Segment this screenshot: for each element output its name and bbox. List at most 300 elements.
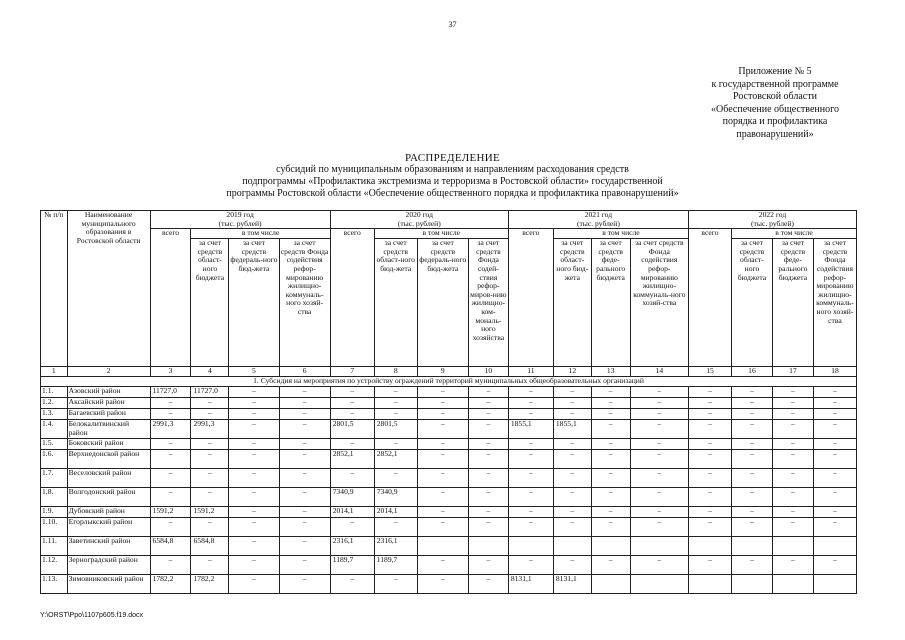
- municipality-name: Волгодонский район: [67, 488, 150, 507]
- table-cell: –: [813, 409, 856, 420]
- appendix-line: к государственной программе: [711, 78, 839, 90]
- table-cell: 2014,1: [374, 507, 417, 518]
- table-cell: [508, 537, 553, 556]
- column-number: 2: [67, 367, 150, 377]
- table-cell: –: [279, 420, 330, 439]
- table-cell: –: [772, 398, 813, 409]
- table-cell: 11727,0: [150, 387, 191, 398]
- table-cell: 1591,2: [191, 507, 229, 518]
- municipality-name: Зерноградский район: [67, 556, 150, 575]
- table-cell: –: [630, 469, 688, 488]
- table-cell: –: [330, 387, 374, 398]
- table-cell: –: [279, 575, 330, 594]
- table-cell: 1189,7: [330, 556, 374, 575]
- table-cell: [553, 537, 591, 556]
- table-cell: –: [688, 488, 731, 507]
- table-cell: 1855,1: [553, 420, 591, 439]
- table-cell: –: [813, 450, 856, 469]
- table-cell: –: [330, 409, 374, 420]
- row-number: 1.2.: [41, 398, 68, 409]
- table-cell: –: [772, 387, 813, 398]
- table-cell: –: [813, 518, 856, 537]
- header-total: всего: [150, 229, 191, 367]
- table-cell: –: [591, 387, 630, 398]
- table-row: [41, 575, 857, 594]
- row-number: 1.8.: [41, 488, 68, 507]
- table-cell: [688, 537, 731, 556]
- column-number: 3: [150, 367, 191, 377]
- table-cell: –: [191, 409, 229, 420]
- table-cell: 7340,9: [330, 488, 374, 507]
- appendix-line: порядка и профилактика: [722, 116, 828, 127]
- title-heading: РАСПРЕДЕЛЕНИЕ: [405, 152, 500, 164]
- table-cell: –: [508, 398, 553, 409]
- row-number: 1.9.: [41, 507, 68, 518]
- table-cell: [731, 575, 772, 594]
- table-cell: –: [150, 409, 191, 420]
- column-number: 1: [41, 367, 68, 377]
- section-heading: 1. Субсидия на мероприятия по устройству ограждений территорий муниципальных общеобразовательных организаций: [41, 377, 857, 387]
- table-cell: –: [772, 507, 813, 518]
- table-cell: –: [508, 439, 553, 450]
- table-cell: –: [772, 556, 813, 575]
- table-cell: –: [508, 469, 553, 488]
- table-cell: –: [330, 518, 374, 537]
- table-cell: –: [630, 556, 688, 575]
- table-row: [41, 387, 857, 398]
- table-cell: –: [813, 556, 856, 575]
- table-cell: –: [279, 518, 330, 537]
- row-number: 1.13.: [41, 575, 68, 594]
- table-cell: 2801,5: [374, 420, 417, 439]
- table-cell: –: [229, 450, 279, 469]
- table-cell: –: [553, 488, 591, 507]
- table-cell: [772, 537, 813, 556]
- file-path-footer: Y:\ORST\Ppo\1107p605.f19.docx: [40, 612, 143, 619]
- header-regional-budget: за счет средств област-ного бюджета: [191, 239, 229, 367]
- table-cell: –: [688, 450, 731, 469]
- table-cell: –: [417, 398, 468, 409]
- column-number: 9: [417, 367, 468, 377]
- table-cell: –: [468, 507, 508, 518]
- table-cell: 1855,1: [508, 420, 553, 439]
- table-cell: –: [553, 556, 591, 575]
- table-cell: –: [630, 439, 688, 450]
- header-num: № п/п: [41, 211, 68, 367]
- title-line: программы Ростовской области «Обеспечение общественного порядка и профилактика правонарушений»: [226, 188, 679, 199]
- table-cell: –: [630, 507, 688, 518]
- table-cell: –: [688, 518, 731, 537]
- table-cell: –: [591, 398, 630, 409]
- municipality-name: Багаевский район: [67, 409, 150, 420]
- header-housing-fund: за счет средств Фонда содействия рефор-мированию жилищно-коммуналь-ного хозяй-ства: [279, 239, 330, 367]
- table-cell: [731, 537, 772, 556]
- table-cell: –: [591, 420, 630, 439]
- header-regional-budget: за счет средств област-ного бюджета: [731, 239, 772, 367]
- table-row: [41, 469, 857, 488]
- table-cell: –: [553, 469, 591, 488]
- table-cell: [813, 575, 856, 594]
- table-cell: –: [731, 518, 772, 537]
- table-cell: –: [279, 439, 330, 450]
- table-row: [41, 398, 857, 409]
- appendix-header: [690, 66, 860, 141]
- header-total: всего: [330, 229, 374, 367]
- table-cell: –: [150, 398, 191, 409]
- table-cell: –: [731, 409, 772, 420]
- column-number: 15: [688, 367, 731, 377]
- row-number: 1.10.: [41, 518, 68, 537]
- table-cell: –: [417, 518, 468, 537]
- table-cell: –: [468, 518, 508, 537]
- table-cell: –: [330, 575, 374, 594]
- table-cell: –: [731, 398, 772, 409]
- table-cell: –: [813, 420, 856, 439]
- header-regional-budget: за счет средств област-ного бюд-жета: [553, 239, 591, 367]
- table-cell: –: [688, 469, 731, 488]
- table-cell: –: [330, 398, 374, 409]
- table-cell: –: [229, 439, 279, 450]
- table-cell: –: [417, 488, 468, 507]
- document-title: [120, 152, 785, 200]
- table-cell: –: [591, 518, 630, 537]
- table-cell: –: [279, 450, 330, 469]
- municipality-name: Егорлыкский район: [67, 518, 150, 537]
- table-cell: –: [731, 420, 772, 439]
- table-row: [41, 556, 857, 575]
- table-cell: –: [508, 409, 553, 420]
- table-cell: –: [417, 556, 468, 575]
- table-cell: –: [731, 387, 772, 398]
- table-cell: –: [229, 507, 279, 518]
- table-row: [41, 409, 857, 420]
- table-cell: –: [150, 518, 191, 537]
- table-cell: –: [630, 450, 688, 469]
- municipality-name: Дубовский район: [67, 507, 150, 518]
- table-cell: [417, 537, 468, 556]
- table-cell: –: [772, 450, 813, 469]
- table-cell: –: [229, 537, 279, 556]
- table-cell: –: [688, 409, 731, 420]
- table-cell: –: [630, 420, 688, 439]
- table-cell: –: [630, 398, 688, 409]
- table-cell: 2316,1: [374, 537, 417, 556]
- table-cell: 2991,3: [150, 420, 191, 439]
- table-cell: –: [630, 488, 688, 507]
- header-federal-budget: за счет средств феде-рального бюджета: [772, 239, 813, 367]
- table-cell: 2801,5: [330, 420, 374, 439]
- header-housing-fund: за счет средств Фонда содействия рефор-мированию жилищно-коммуналь-ного хозяй-ства: [813, 239, 856, 367]
- column-number: 7: [330, 367, 374, 377]
- table-cell: –: [279, 507, 330, 518]
- table-cell: –: [772, 409, 813, 420]
- table-cell: –: [468, 469, 508, 488]
- table-cell: –: [229, 488, 279, 507]
- appendix-line: Ростовской области: [733, 91, 817, 102]
- table-cell: 1782,2: [150, 575, 191, 594]
- table-row: [41, 439, 857, 450]
- table-cell: –: [630, 518, 688, 537]
- table-cell: –: [191, 450, 229, 469]
- municipality-name: Зимовниковский район: [67, 575, 150, 594]
- table-cell: –: [813, 439, 856, 450]
- table-cell: –: [591, 439, 630, 450]
- header-federal-budget: за счет средств федераль-ного бюд-жета: [229, 239, 279, 367]
- column-number: 4: [191, 367, 229, 377]
- table-cell: 6584,8: [150, 537, 191, 556]
- table-cell: –: [731, 556, 772, 575]
- title-line: подпрограммы «Профилактика экстремизма и терроризма в Ростовской области» государственной: [242, 176, 663, 187]
- table-cell: –: [553, 518, 591, 537]
- table-cell: –: [553, 398, 591, 409]
- header-regional-budget: за счет средств област-ного бюд-жета: [374, 239, 417, 367]
- table-row: [41, 507, 857, 518]
- table-cell: –: [374, 398, 417, 409]
- row-number: 1.12.: [41, 556, 68, 575]
- table-cell: –: [731, 488, 772, 507]
- table-cell: [813, 537, 856, 556]
- table-cell: 2991,3: [191, 420, 229, 439]
- table-cell: –: [468, 420, 508, 439]
- appendix-line: Приложение № 5: [738, 66, 812, 77]
- table-cell: –: [417, 420, 468, 439]
- table-cell: –: [688, 439, 731, 450]
- header-year-2019: 2019 год (тыс. рублей): [150, 211, 330, 229]
- table-cell: –: [731, 450, 772, 469]
- table-cell: –: [772, 518, 813, 537]
- column-number: 17: [772, 367, 813, 377]
- table-cell: –: [191, 488, 229, 507]
- row-number: 1.4.: [41, 420, 68, 439]
- table-row: [41, 518, 857, 537]
- table-cell: –: [508, 518, 553, 537]
- table-cell: –: [508, 450, 553, 469]
- table-cell: –: [374, 387, 417, 398]
- table-cell: –: [229, 409, 279, 420]
- table-cell: –: [553, 507, 591, 518]
- table-cell: –: [279, 469, 330, 488]
- table-cell: –: [591, 450, 630, 469]
- title-line: субсидий по муниципальным образованиям и направлениям расходования средств: [276, 164, 629, 175]
- municipality-name: Веселовский район: [67, 469, 150, 488]
- table-cell: [591, 575, 630, 594]
- column-number: 18: [813, 367, 856, 377]
- table-cell: –: [772, 420, 813, 439]
- header-federal-budget: за счет средств феде-рального бюджета: [591, 239, 630, 367]
- table-cell: –: [374, 439, 417, 450]
- column-number: 12: [553, 367, 591, 377]
- row-number: 1.5.: [41, 439, 68, 450]
- table-cell: 2852,1: [374, 450, 417, 469]
- row-number: 1.11.: [41, 537, 68, 556]
- table-cell: –: [330, 439, 374, 450]
- table-cell: –: [553, 450, 591, 469]
- table-cell: –: [508, 556, 553, 575]
- table-cell: –: [553, 439, 591, 450]
- table-cell: –: [468, 556, 508, 575]
- table-cell: –: [191, 556, 229, 575]
- table-row: [41, 420, 857, 439]
- appendix-line: «Обеспечение общественного: [711, 103, 839, 115]
- table-cell: –: [229, 556, 279, 575]
- table-cell: 1189,7: [374, 556, 417, 575]
- subsidy-table: [40, 210, 857, 594]
- table-cell: [468, 537, 508, 556]
- header-year-2020: 2020 год (тыс. рублей): [330, 211, 508, 229]
- column-number: 8: [374, 367, 417, 377]
- table-cell: –: [813, 469, 856, 488]
- table-cell: –: [688, 420, 731, 439]
- table-cell: –: [279, 398, 330, 409]
- table-cell: –: [417, 469, 468, 488]
- table-cell: 8131,1: [508, 575, 553, 594]
- table-cell: –: [150, 488, 191, 507]
- column-numbers-row: [41, 367, 857, 377]
- table-cell: –: [417, 387, 468, 398]
- municipality-name: Верхнедонской район: [67, 450, 150, 469]
- table-cell: –: [731, 469, 772, 488]
- table-cell: –: [229, 387, 279, 398]
- table-cell: –: [191, 439, 229, 450]
- column-number: 11: [508, 367, 553, 377]
- header-housing-fund: за счет средств Фонда содей-ствия рефор-миров-нию жилищно-ком-мональ-ного хозяйства: [468, 239, 508, 367]
- row-number: 1.3.: [41, 409, 68, 420]
- table-cell: –: [772, 469, 813, 488]
- table-cell: –: [772, 488, 813, 507]
- table-cell: –: [468, 575, 508, 594]
- header-including: в том числе: [731, 229, 856, 239]
- table-cell: –: [630, 409, 688, 420]
- header-housing-fund: за счет средств Фонда содействия рефор-мированию жилищно-коммуналь-ного хозяй-ства: [630, 239, 688, 367]
- table-cell: –: [417, 575, 468, 594]
- table-cell: [630, 537, 688, 556]
- table-cell: –: [772, 439, 813, 450]
- table-cell: –: [229, 398, 279, 409]
- table-cell: –: [150, 469, 191, 488]
- header-year-2022: 2022 год (тыс. рублей): [688, 211, 856, 229]
- table-cell: –: [468, 450, 508, 469]
- table-cell: –: [191, 398, 229, 409]
- table-cell: –: [468, 387, 508, 398]
- header-including: в том числе: [191, 229, 330, 239]
- table-cell: –: [417, 507, 468, 518]
- table-cell: 1591,2: [150, 507, 191, 518]
- table-cell: –: [630, 387, 688, 398]
- table-cell: –: [468, 409, 508, 420]
- municipality-name: Боковский район: [67, 439, 150, 450]
- table-cell: –: [468, 398, 508, 409]
- header-including: в том числе: [374, 229, 508, 239]
- header-total: всего: [688, 229, 731, 367]
- table-cell: –: [508, 507, 553, 518]
- table-cell: –: [229, 575, 279, 594]
- column-number: 5: [229, 367, 279, 377]
- table-cell: –: [813, 387, 856, 398]
- table-cell: –: [417, 439, 468, 450]
- table-row: [41, 537, 857, 556]
- table-cell: [591, 537, 630, 556]
- header-federal-budget: за счет средств федераль-ного бюд-жета: [417, 239, 468, 367]
- table-cell: –: [229, 420, 279, 439]
- header-including: в том числе: [553, 229, 688, 239]
- table-cell: –: [813, 507, 856, 518]
- table-cell: –: [229, 518, 279, 537]
- row-number: 1.7.: [41, 469, 68, 488]
- table-cell: –: [688, 507, 731, 518]
- table-cell: 2852,1: [330, 450, 374, 469]
- table-cell: –: [731, 507, 772, 518]
- table-cell: 2316,1: [330, 537, 374, 556]
- table-cell: –: [591, 409, 630, 420]
- table-cell: –: [279, 537, 330, 556]
- table-cell: –: [508, 387, 553, 398]
- table-cell: –: [279, 488, 330, 507]
- column-number: 16: [731, 367, 772, 377]
- table-cell: –: [591, 556, 630, 575]
- table-cell: –: [553, 387, 591, 398]
- table-cell: –: [591, 469, 630, 488]
- table-cell: –: [688, 398, 731, 409]
- table-cell: –: [417, 450, 468, 469]
- municipality-name: Аксайский район: [67, 398, 150, 409]
- table-cell: –: [468, 488, 508, 507]
- header-year-2021: 2021 год (тыс. рублей): [508, 211, 688, 229]
- table-cell: –: [468, 439, 508, 450]
- column-number: 14: [630, 367, 688, 377]
- table-cell: –: [813, 398, 856, 409]
- table-cell: –: [279, 409, 330, 420]
- table-cell: –: [688, 556, 731, 575]
- table-cell: –: [150, 556, 191, 575]
- table-cell: –: [553, 409, 591, 420]
- page-number: 37: [448, 20, 457, 29]
- column-number: 13: [591, 367, 630, 377]
- table-cell: –: [374, 409, 417, 420]
- table-cell: –: [591, 507, 630, 518]
- table-cell: –: [150, 439, 191, 450]
- table-cell: –: [150, 450, 191, 469]
- table-cell: 2014,1: [330, 507, 374, 518]
- column-number: 10: [468, 367, 508, 377]
- table-cell: 7340,9: [374, 488, 417, 507]
- table-cell: –: [591, 488, 630, 507]
- table-cell: –: [330, 469, 374, 488]
- municipality-name: Азовский район: [67, 387, 150, 398]
- table-cell: [630, 575, 688, 594]
- row-number: 1.1.: [41, 387, 68, 398]
- table-cell: –: [191, 469, 229, 488]
- table-cell: –: [191, 518, 229, 537]
- table-row: [41, 488, 857, 507]
- appendix-line: правонарушений»: [736, 128, 814, 140]
- row-number: 1.6.: [41, 450, 68, 469]
- table-cell: 1782,2: [191, 575, 229, 594]
- table-cell: –: [731, 439, 772, 450]
- table-cell: –: [279, 556, 330, 575]
- table-cell: [688, 575, 731, 594]
- municipality-name: Белокалитвинский район: [67, 420, 150, 439]
- table-cell: 6584,8: [191, 537, 229, 556]
- header-total: всего: [508, 229, 553, 367]
- header-name: Наименование муниципального образования в Ростовской области: [67, 211, 150, 367]
- table-cell: –: [417, 409, 468, 420]
- table-row: [41, 450, 857, 469]
- table-cell: –: [374, 469, 417, 488]
- column-number: 6: [279, 367, 330, 377]
- municipality-name: Заветинский район: [67, 537, 150, 556]
- table-cell: 8131,1: [553, 575, 591, 594]
- table-cell: –: [374, 575, 417, 594]
